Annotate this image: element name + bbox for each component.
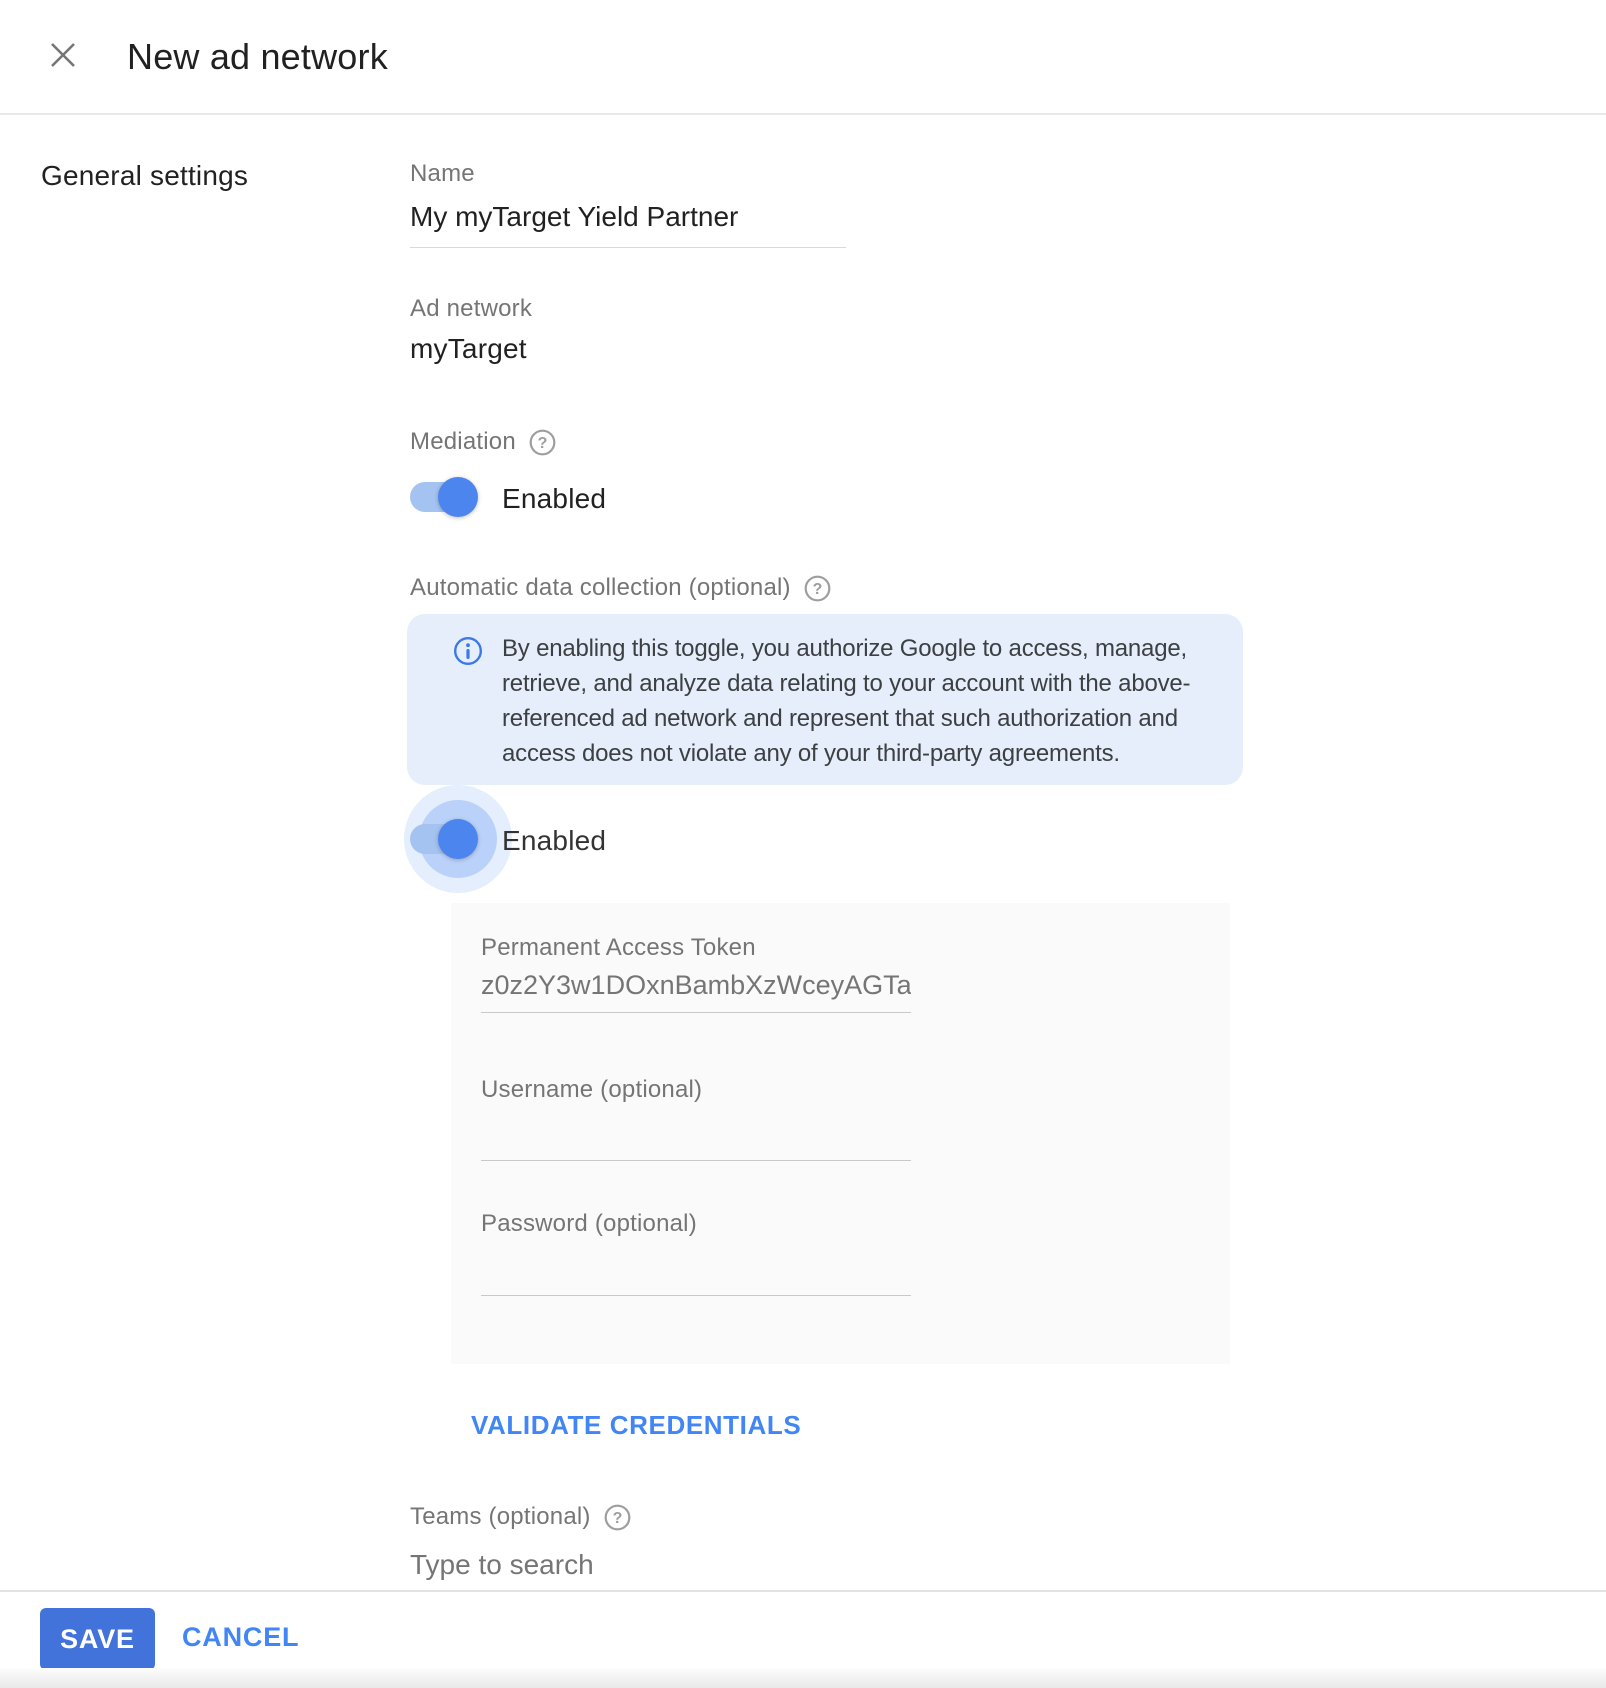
teams-label-row (410, 1503, 631, 1531)
name-field-label-row (410, 160, 475, 188)
access-token-input[interactable] (481, 967, 911, 1013)
auto-data-collection-toggle[interactable] (410, 819, 480, 859)
mediation-help-icon[interactable] (529, 429, 556, 456)
cancel-button[interactable]: CANCEL (182, 1622, 300, 1652)
auto-data-collection-state-label: Enabled (502, 825, 607, 856)
credentials-panel (451, 903, 1230, 1364)
username-input[interactable] (481, 1115, 911, 1161)
svg-text:?: ? (812, 580, 823, 598)
teams-help-icon[interactable] (604, 1504, 631, 1531)
svg-text:?: ? (612, 1509, 623, 1527)
name-input[interactable] (410, 196, 846, 248)
page-title: New ad network (127, 36, 388, 77)
general-settings-heading: General settings (41, 160, 249, 191)
auto-data-collection-help-icon[interactable] (804, 575, 831, 602)
svg-text:?: ? (537, 434, 548, 452)
access-token-label: Permanent Access Token (481, 934, 756, 961)
password-input[interactable] (481, 1250, 911, 1296)
password-label: Password (optional) (481, 1210, 697, 1237)
teams-label: Teams (optional) (410, 1503, 591, 1530)
mediation-toggle[interactable] (410, 477, 480, 517)
teams-search-input[interactable] (410, 1543, 846, 1587)
validate-credentials-button[interactable]: VALIDATE CREDENTIALS (471, 1410, 802, 1440)
ad-network-label-row (410, 295, 532, 323)
dialog-header (0, 0, 1606, 115)
name-label: Name (410, 160, 475, 187)
ad-network-label: Ad network (410, 295, 533, 322)
auto-data-collection-toggle-knob (438, 819, 478, 859)
auto-data-collection-label-row (410, 574, 831, 602)
save-button[interactable]: SAVE (40, 1608, 155, 1670)
auto-data-collection-label: Automatic data collection (optional) (410, 574, 791, 601)
info-box-text: By enabling this toggle, you authorize Google to access, manage, retrieve, and analyze data relating to your account with the above- referenced ad network and represent that such authorization and access does not violate any of your third-party agreements. (502, 635, 1191, 767)
dialog-footer (0, 1590, 1606, 1688)
username-label: Username (optional) (481, 1076, 703, 1103)
mediation-label-row (410, 428, 556, 456)
mediation-toggle-knob (438, 477, 478, 517)
authorization-info-box (407, 614, 1243, 785)
mediation-state-label: Enabled (502, 483, 607, 514)
ad-network-value: myTarget (410, 333, 527, 364)
info-icon (453, 636, 483, 666)
close-button[interactable] (46, 40, 80, 74)
close-icon (48, 40, 78, 75)
mediation-label: Mediation (410, 428, 516, 455)
